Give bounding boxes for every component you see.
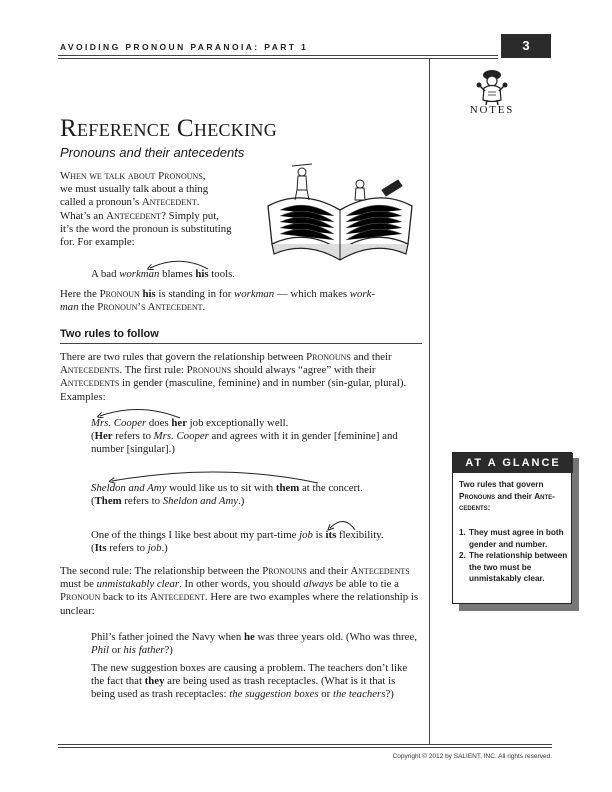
intro-paragraph: When we talk about Pronouns, we must usually talk about a thing called a pronoun’s Antecedent. What’s an Antecedent? Simply put, it’s the word the pronoun is substituting for. For example:	[60, 170, 232, 249]
rules-paragraph: There are two rules that govern the relationship between Pronouns and their Antecedents. The first rule: Pronouns should always “agree” with their Antecedents in gender (masculine, feminine) and in number (sin-gular, plural). Examples:	[60, 351, 407, 403]
header-rule	[58, 55, 498, 56]
at-a-glance-list	[459, 527, 571, 585]
explanation-paragraph: Here the Pronoun his is standing in for workman — which makes work- man the Pronoun’s Antecedent.	[60, 288, 375, 314]
example-sentence: A bad workman blames his tools.	[91, 268, 236, 280]
footer-rule-2	[58, 747, 552, 748]
notes-column-rule	[429, 58, 430, 744]
list-item: 2. The relationship between the two must be unmistakably clear.	[459, 551, 568, 583]
list-item: 1. They must agree in both gender and number.	[459, 528, 564, 549]
at-a-glance-title: AT A GLANCE	[453, 453, 573, 473]
at-a-glance-box	[452, 452, 574, 611]
example-agreement-its: One of the things I like best about my part-time job is its flexibility. (Its refers to job.)	[91, 529, 384, 555]
footer-rule	[58, 744, 552, 745]
open-book-illustration	[262, 158, 418, 270]
notes-mascot-icon	[470, 66, 514, 106]
unclear-example-2: The new suggestion boxes are causing a problem. The teachers don’t like the fact that they are being used as trash receptacles. (What is it that is being used as trash receptacles: the suggestion boxes or the teachers?)	[91, 662, 408, 701]
section-heading: Two rules to follow	[60, 328, 159, 340]
at-a-glance-intro: Two rules that govern Pronouns and their Ante- cedents:	[459, 480, 555, 512]
section-rule	[60, 343, 422, 344]
example-agreement-feminine: Mrs. Cooper does her job exceptionally well. (Her refers to Mrs. Cooper and agrees with it in gender [feminine] and number [singular].)	[91, 417, 398, 456]
example-agreement-plural: Sheldon and Amy would like us to sit with them at the concert. (Them refers to Sheldon and Amy.)	[91, 482, 363, 508]
unclear-example-1: Phil’s father joined the Navy when he was three years old. (Who was three, Phil or his father?)	[91, 631, 417, 657]
page-subtitle: Pronouns and their antecedents	[60, 145, 245, 160]
second-rule-paragraph: The second rule: The relationship between the Pronouns and their Antecedents must be unmistakably clear. In other words, you should always be able to tie a Pronoun back to its Antecedent. Here are two examples where the relationship is unclear:	[60, 565, 419, 617]
copyright-notice: Copyright © 2012 by SALIENT, INC. All rights reserved.	[392, 753, 552, 760]
header-rule-2	[58, 58, 498, 59]
notes-label: NOTES	[469, 104, 515, 116]
page-title: Reference Checking	[60, 115, 277, 142]
page-number: 3	[501, 34, 551, 58]
running-title: AVOIDING PRONOUN PARANOIA: PART 1	[60, 42, 309, 52]
box-panel	[452, 452, 572, 604]
